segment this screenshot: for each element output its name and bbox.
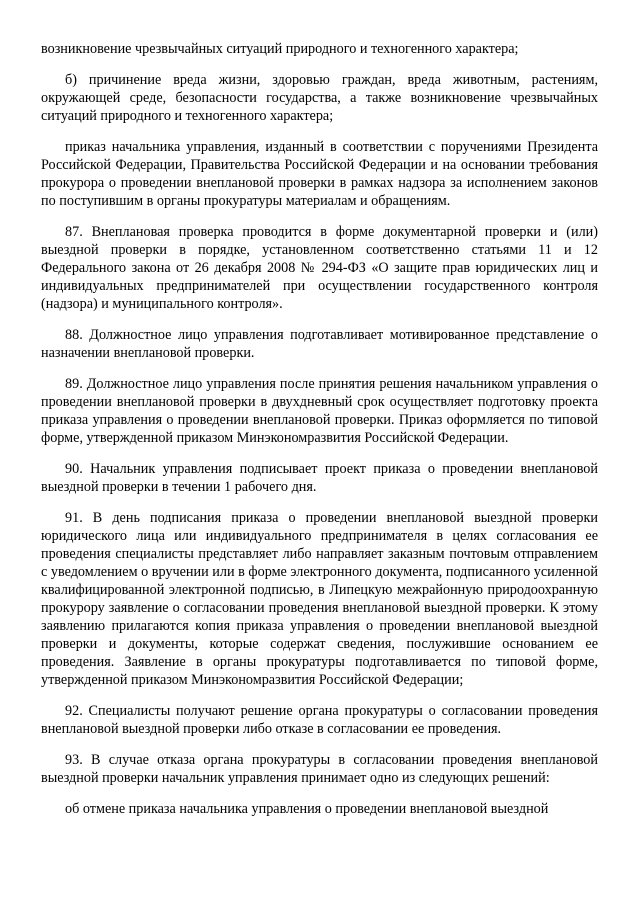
paragraph-88: 88. Должностное лицо управления подготавливает мотивированное представление о назначении внеплановой проверки.: [41, 327, 598, 361]
paragraph-cancel-order: об отмене приказа начальника управления о проведении внеплановой выездной: [65, 801, 549, 817]
paragraph-head-order: приказ начальника управления, изданный в соответствии с поручениями Президента Российской Федерации, Правительства Российской Федерации и на основании требования прокурора о проведении внеплановой проверки в рамках надзора за исполнением законов по поступившим в органы прокуратуры материалам и обращениям.: [41, 139, 598, 209]
paragraph-91: 91. В день подписания приказа о проведении внеплановой выездной проверки юридического лица или индивидуального предпринимателя в целях согласования ее проведения специалисты представляет либо направляет заказным почтовым отправлением с уведомлением о вручении или в форме электронного документа, подписанного усиленной квалифицированной электронной подписью, в Липецкую межрайонную природоохранную прокурору заявление о согласовании проведения внеплановой выездной проверки. К этому заявлению прилагаются копия приказа управления о проведении внеплановой выездной проверки и документы, которые содержат сведения, послужившие основанием ее проведения. Заявление в органы прокуратуры подготавливается по типовой форме, утвержденной приказом Минэкономразвития Российской Федерации;: [41, 510, 598, 688]
paragraph-item-b: б) причинение вреда жизни, здоровью граждан, вреда животным, растениям, окружающей среде, безопасности государства, а также возникновение чрезвычайных ситуаций природного и техногенного характера;: [41, 72, 598, 124]
paragraph-93: 93. В случае отказа органа прокуратуры в согласовании проведения внеплановой выездной проверки начальник управления принимает одно из следующих решений:: [41, 752, 598, 786]
paragraph-87: 87. Внеплановая проверка проводится в форме документарной проверки и (или) выездной проверки в порядке, установленном соответственно статьями 11 и 12 Федерального закона от 26 декабря 2008 № 294-ФЗ «О защите прав юридических лиц и индивидуальных предпринимателей при осуществлении государственного контроля (надзора) и муниципального контроля».: [41, 224, 598, 312]
paragraph-89: 89. Должностное лицо управления после принятия решения начальником управления о проведении внеплановой проверки в двухдневный срок осуществляет подготовку проекта приказа управления о проведении внеплановой проверки. Приказ оформляется по типовой форме, утвержденной приказом Минэкономразвития Российской Федерации.: [41, 376, 598, 446]
paragraph-emergency-continuation: возникновение чрезвычайных ситуаций природного и техногенного характера;: [41, 41, 519, 57]
paragraph-92: 92. Специалисты получают решение органа прокуратуры о согласовании проведения внеплановой выездной проверки либо отказе в согласовании ее проведения.: [41, 703, 598, 737]
paragraph-90: 90. Начальник управления подписывает проект приказа о проведении внеплановой выездной проверки в течении 1 рабочего дня.: [41, 461, 598, 495]
